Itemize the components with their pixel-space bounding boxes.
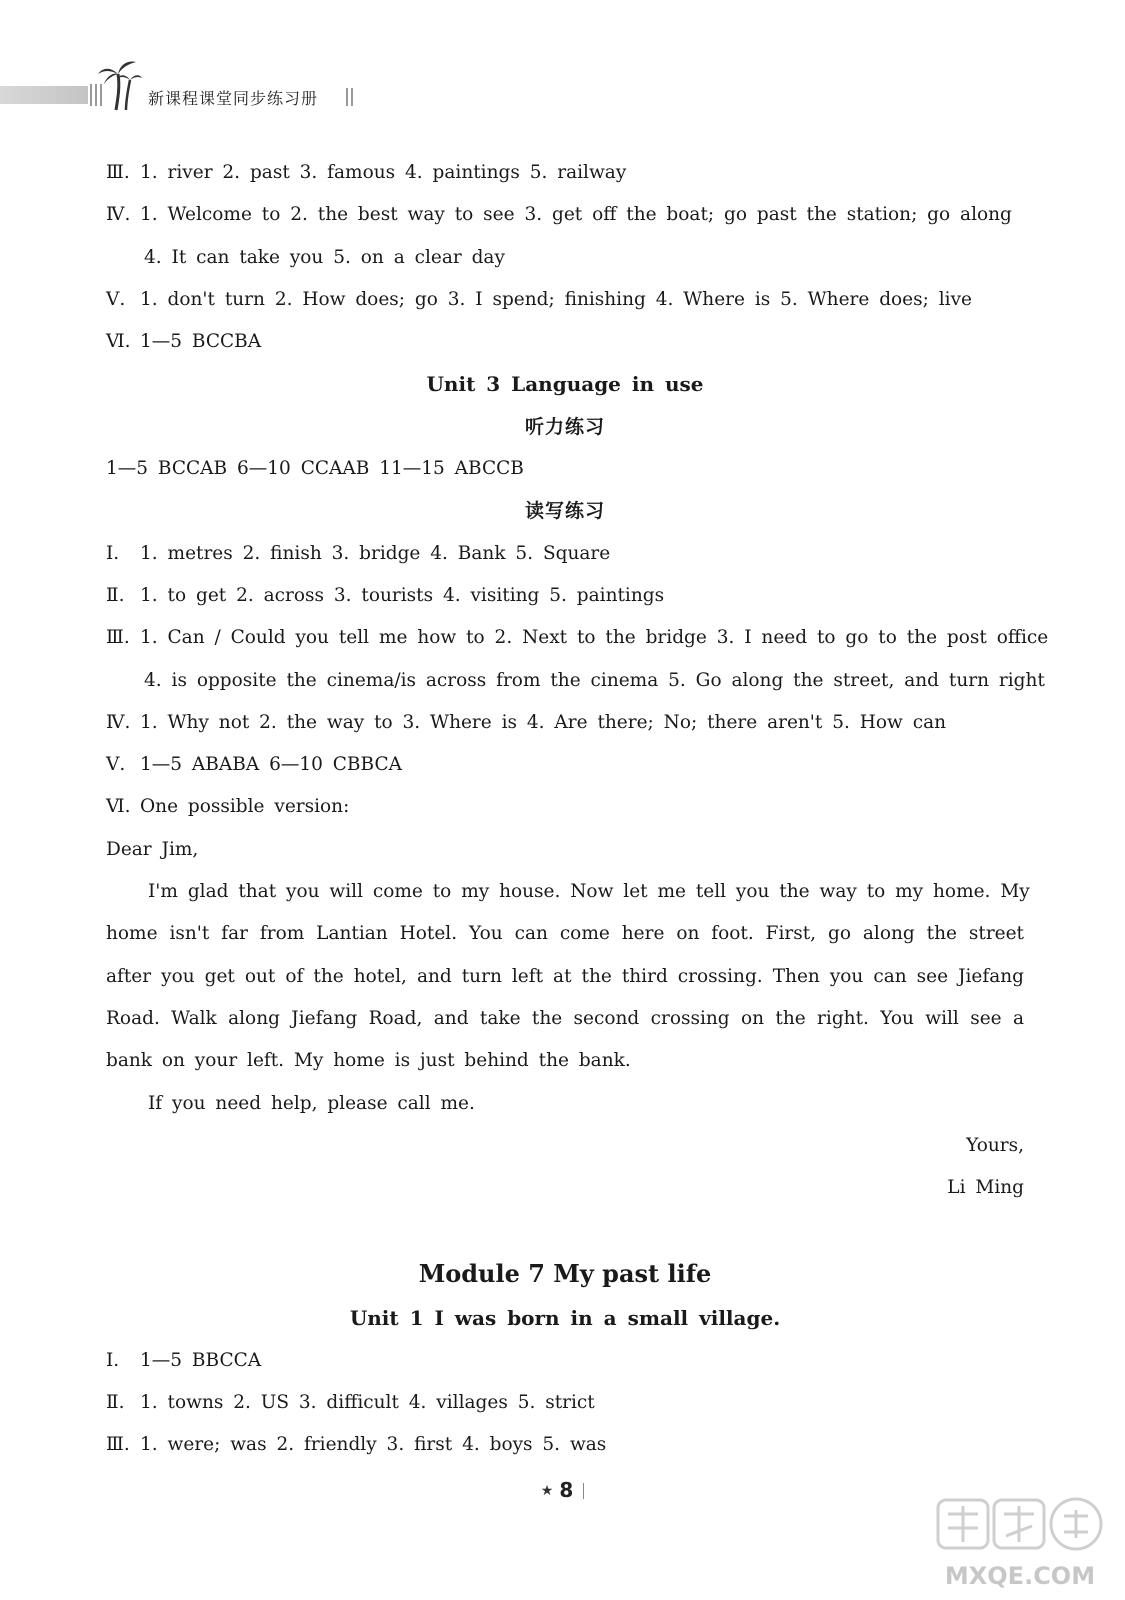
roman-numeral: Ⅲ. (106, 162, 130, 183)
section-gap (106, 1209, 1024, 1251)
answer-line (106, 152, 1024, 194)
answer-line (106, 237, 1024, 279)
answer-line (106, 744, 1024, 786)
answer-text: One possible version: (140, 796, 350, 818)
answer-line (106, 533, 1024, 575)
roman-numeral: Ⅲ. (106, 627, 130, 649)
roman-numeral: Ⅲ. (106, 1434, 130, 1456)
header-tail-ticks (346, 88, 353, 106)
letter-body-line: Road. Walk along Jiefang Road, and take the second crossing on the right. You will see a (106, 1007, 1024, 1029)
footer-divider (583, 1483, 584, 1499)
watermark-logo (930, 1492, 1110, 1596)
module7-title: Module 7 My past life (418, 1259, 712, 1289)
answer-text: 1. were; was 2. friendly 3. first 4. boys 5. was (140, 1434, 607, 1456)
page-number: 8 (559, 1478, 574, 1502)
answer-line (106, 194, 1024, 236)
letter-sign-off: Yours, (966, 1134, 1024, 1156)
listening-answers: 1—5 BCCAB 6—10 CCAAB 11—15 ABCCB (106, 458, 524, 480)
module7-unit-title: Unit 1 I was born in a small village. (349, 1306, 781, 1331)
answer-text: 1. Welcome to 2. the best way to see 3. get off the boat; go past the station; go along (140, 204, 1012, 226)
letter-body-line: after you get out of the hotel, and turn left at the third crossing. Then you can see Jiefang (106, 965, 1024, 987)
answer-line (106, 786, 1024, 828)
answer-content (106, 152, 1049, 1467)
roman-numeral: Ⅱ. (106, 584, 125, 606)
answer-text: 1. river 2. past 3. famous 4. paintings 5. railway (140, 162, 627, 183)
roman-numeral: Ⅳ. (106, 711, 131, 733)
star-icon: ★ (540, 1483, 554, 1499)
answer-text: 1. don't turn 2. How does; go 3. I spend; finishing 4. Where is 5. Where does; live (140, 288, 972, 310)
answer-line (106, 1340, 1024, 1382)
answer-text: 1—5 ABABA 6—10 CBBCA (140, 754, 402, 776)
letter-body-line: home isn't far from Lantian Hotel. You can come here on foot. First, go along the street (106, 923, 1024, 945)
roman-numeral: Ⅵ. (106, 796, 131, 818)
watermark-text: MXQE.COM (944, 1562, 1096, 1590)
answer-text: 1. metres 2. finish 3. bridge 4. Bank 5. Square (140, 542, 611, 564)
roman-numeral: Ⅰ. (106, 542, 120, 564)
answer-line (106, 660, 1045, 702)
reading-writing-heading: 读写练习 (524, 500, 605, 523)
roman-numeral: Ⅴ. (106, 754, 126, 776)
answer-line (106, 1382, 1024, 1424)
answer-text: 1. Why not 2. the way to 3. Where is 4. Are there; No; there aren't 5. How can (140, 711, 947, 733)
roman-numeral: Ⅴ. (106, 288, 126, 310)
answer-text: 1. Can / Could you tell me how to 2. Next to the bridge 3. I need to go to the post office (140, 627, 1049, 649)
answer-text: 1—5 BBCCA (140, 1349, 262, 1371)
letter-body-line: I'm glad that you will come to my house. Now let me tell you the way to my home. My (148, 881, 1030, 903)
roman-numeral: Ⅵ. (106, 331, 131, 353)
roman-numeral: Ⅰ. (106, 1349, 120, 1371)
answer-text: 1—5 BCCBA (140, 331, 262, 353)
answer-line (106, 702, 1024, 744)
header-title: 新课程课堂同步练习册 (148, 89, 319, 108)
listening-heading: 听力练习 (524, 415, 605, 438)
answer-text: 1. to get 2. across 3. tourists 4. visiting 5. paintings (140, 584, 665, 606)
letter-closing-line: If you need help, please call me. (148, 1092, 475, 1114)
header-bar (0, 86, 88, 104)
letter-signature: Li Ming (947, 1177, 1024, 1199)
answer-line (106, 617, 1049, 659)
answer-text: 4. It can take you 5. on a clear day (144, 246, 505, 268)
answer-line (106, 321, 1024, 363)
roman-numeral: Ⅳ. (106, 204, 131, 226)
page-header (0, 58, 420, 118)
letter-body-line: bank on your left. My home is just behind the bank. (106, 1050, 631, 1072)
answer-text: 1. towns 2. US 3. difficult 4. villages 5. strict (140, 1392, 595, 1414)
answer-line (106, 279, 1024, 321)
roman-numeral: Ⅱ. (106, 1392, 125, 1414)
letter-greeting: Dear Jim, (106, 838, 199, 860)
answer-text: 4. is opposite the cinema/is across from the cinema 5. Go along the street, and turn right (144, 669, 1045, 691)
unit3-title: Unit 3 Language in use (426, 372, 704, 397)
answer-line (106, 1424, 1024, 1466)
answer-line (106, 575, 1024, 617)
palm-tree-icon (96, 58, 142, 112)
